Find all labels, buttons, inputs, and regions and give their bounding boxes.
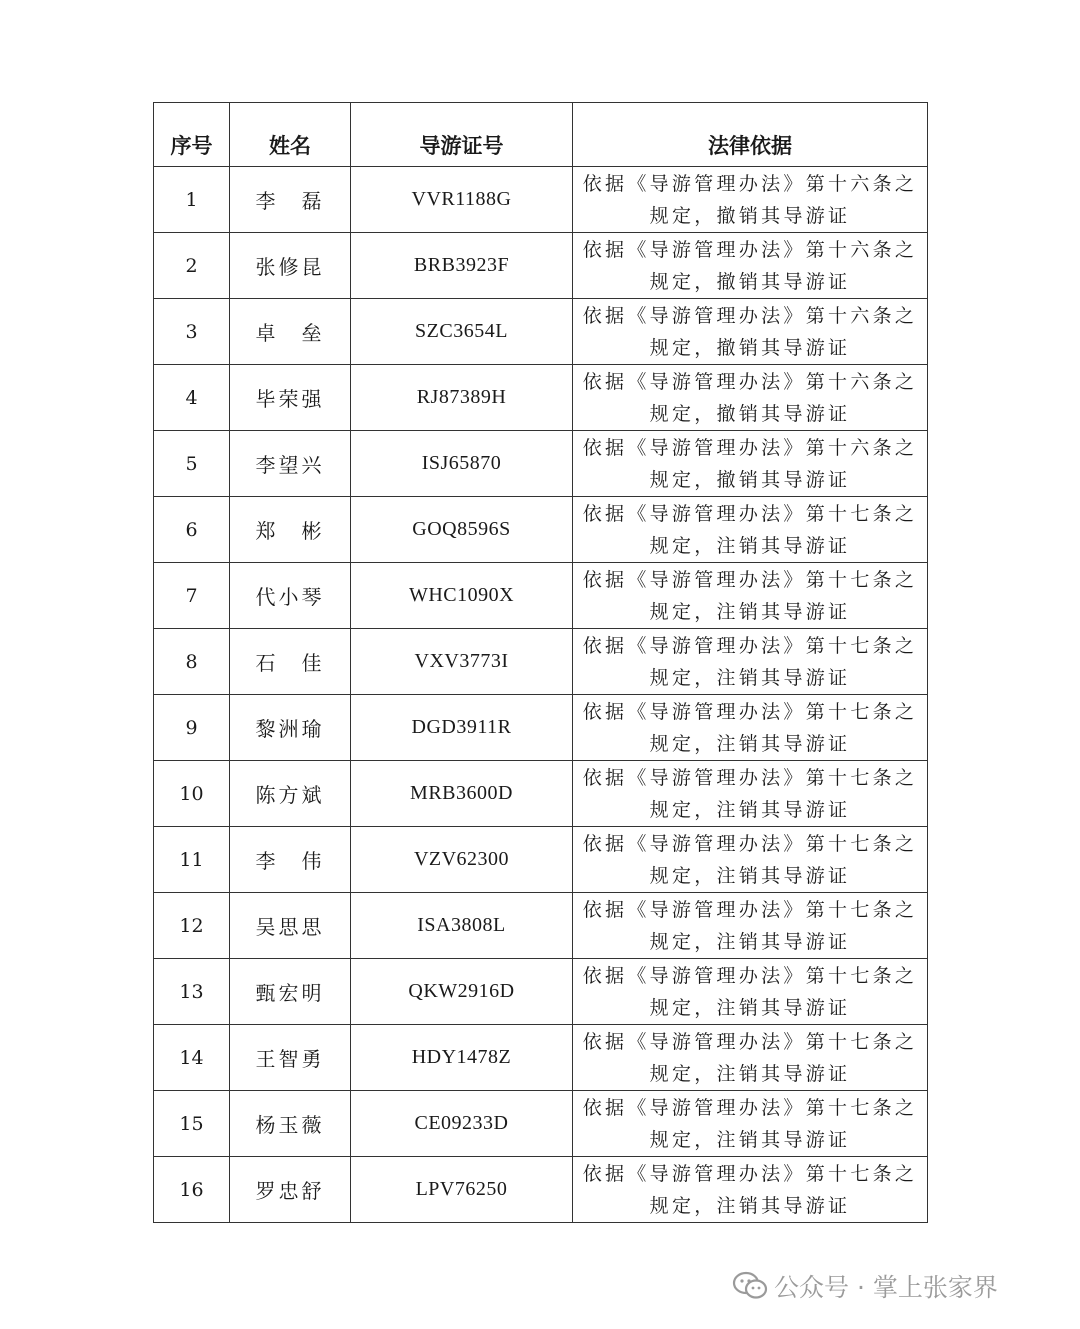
cell-license: WHC1090X	[351, 563, 573, 629]
cell-basis	[573, 893, 928, 959]
table-row	[154, 1025, 928, 1091]
cell-basis	[573, 959, 928, 1025]
cell-no: 8	[154, 629, 230, 695]
cell-name: 石 佳	[230, 629, 351, 695]
cell-license: RJ87389H	[351, 365, 573, 431]
cell-basis	[573, 497, 928, 563]
cell-name: 甄宏明	[230, 959, 351, 1025]
cell-basis	[573, 431, 928, 497]
cell-no: 9	[154, 695, 230, 761]
basis-line-1: 依据《导游管理办法》第十七条之	[582, 832, 918, 855]
basis-line-2: 规定，撤销其导游证	[649, 402, 851, 425]
cell-license: VZV62300	[351, 827, 573, 893]
cell-basis	[573, 365, 928, 431]
basis-line-2: 规定，注销其导游证	[649, 996, 851, 1019]
basis-line-2: 规定，撤销其导游证	[649, 336, 851, 359]
table-row	[154, 299, 928, 365]
table-body	[154, 167, 928, 1223]
cell-license: MRB3600D	[351, 761, 573, 827]
cell-license: VVR1188G	[351, 167, 573, 233]
table-row	[154, 893, 928, 959]
basis-line-1: 依据《导游管理办法》第十七条之	[582, 766, 918, 789]
cell-basis	[573, 233, 928, 299]
cell-basis	[573, 695, 928, 761]
cell-basis	[573, 167, 928, 233]
table-row	[154, 695, 928, 761]
basis-line-2: 规定，注销其导游证	[649, 930, 851, 953]
cell-no: 14	[154, 1025, 230, 1091]
basis-line-1: 依据《导游管理办法》第十六条之	[582, 172, 918, 195]
cell-basis	[573, 299, 928, 365]
cell-name: 卓 垒	[230, 299, 351, 365]
header-license: 导游证号	[351, 103, 573, 167]
cell-name: 代小琴	[230, 563, 351, 629]
cell-name: 李望兴	[230, 431, 351, 497]
cell-no: 4	[154, 365, 230, 431]
cell-name: 张修昆	[230, 233, 351, 299]
cell-name: 罗忠舒	[230, 1157, 351, 1223]
basis-line-1: 依据《导游管理办法》第十六条之	[582, 370, 918, 393]
table-row	[154, 167, 928, 233]
cell-no: 2	[154, 233, 230, 299]
cell-license: DGD3911R	[351, 695, 573, 761]
cell-no: 6	[154, 497, 230, 563]
cell-name: 李 磊	[230, 167, 351, 233]
header-row	[154, 103, 928, 167]
basis-line-2: 规定，注销其导游证	[649, 666, 851, 689]
table-row	[154, 365, 928, 431]
watermark	[732, 1264, 998, 1308]
table-row	[154, 959, 928, 1025]
basis-line-2: 规定，注销其导游证	[649, 732, 851, 755]
cell-license: ISA3808L	[351, 893, 573, 959]
table-row	[154, 497, 928, 563]
table-row	[154, 233, 928, 299]
cell-name: 毕荣强	[230, 365, 351, 431]
header-name: 姓名	[230, 103, 351, 167]
header-basis: 法律依据	[573, 103, 928, 167]
cell-no: 5	[154, 431, 230, 497]
cell-basis	[573, 761, 928, 827]
cell-name: 黎洲瑜	[230, 695, 351, 761]
header-no: 序号	[154, 103, 230, 167]
cell-basis	[573, 827, 928, 893]
cell-license: CE09233D	[351, 1091, 573, 1157]
guide-license-table	[153, 102, 928, 1223]
wechat-icon	[732, 1271, 768, 1301]
basis-line-2: 规定，注销其导游证	[649, 1128, 851, 1151]
basis-line-2: 规定，撤销其导游证	[649, 468, 851, 491]
cell-no: 12	[154, 893, 230, 959]
cell-license: LPV76250	[351, 1157, 573, 1223]
basis-line-2: 规定，注销其导游证	[649, 600, 851, 623]
cell-no: 15	[154, 1091, 230, 1157]
cell-name: 李 伟	[230, 827, 351, 893]
cell-name: 王智勇	[230, 1025, 351, 1091]
basis-line-2: 规定，注销其导游证	[649, 1062, 851, 1085]
cell-basis	[573, 629, 928, 695]
cell-license: GOQ8596S	[351, 497, 573, 563]
watermark-text: 公众号 · 掌上张家界	[774, 1273, 998, 1302]
basis-line-1: 依据《导游管理办法》第十七条之	[582, 700, 918, 723]
table-row	[154, 1091, 928, 1157]
cell-no: 16	[154, 1157, 230, 1223]
basis-line-2: 规定，撤销其导游证	[649, 204, 851, 227]
table-row	[154, 431, 928, 497]
basis-line-1: 依据《导游管理办法》第十七条之	[582, 568, 918, 591]
basis-line-1: 依据《导游管理办法》第十七条之	[582, 1030, 918, 1053]
cell-name: 杨玉薇	[230, 1091, 351, 1157]
cell-license: ISJ65870	[351, 431, 573, 497]
cell-no: 1	[154, 167, 230, 233]
cell-no: 7	[154, 563, 230, 629]
cell-name: 郑 彬	[230, 497, 351, 563]
basis-line-1: 依据《导游管理办法》第十七条之	[582, 634, 918, 657]
table-row	[154, 563, 928, 629]
table-row	[154, 827, 928, 893]
cell-name: 陈方斌	[230, 761, 351, 827]
basis-line-1: 依据《导游管理办法》第十七条之	[582, 502, 918, 525]
basis-line-1: 依据《导游管理办法》第十六条之	[582, 436, 918, 459]
basis-line-1: 依据《导游管理办法》第十六条之	[582, 238, 918, 261]
cell-name: 吴思思	[230, 893, 351, 959]
basis-line-1: 依据《导游管理办法》第十七条之	[582, 964, 918, 987]
basis-line-2: 规定，注销其导游证	[649, 534, 851, 557]
basis-line-2: 规定，注销其导游证	[649, 864, 851, 887]
cell-license: SZC3654L	[351, 299, 573, 365]
cell-no: 11	[154, 827, 230, 893]
basis-line-1: 依据《导游管理办法》第十七条之	[582, 898, 918, 921]
cell-license: QKW2916D	[351, 959, 573, 1025]
cell-license: HDY1478Z	[351, 1025, 573, 1091]
cell-no: 13	[154, 959, 230, 1025]
basis-line-2: 规定，撤销其导游证	[649, 270, 851, 293]
basis-line-2: 规定，注销其导游证	[649, 798, 851, 821]
cell-basis	[573, 1157, 928, 1223]
cell-license: VXV3773I	[351, 629, 573, 695]
basis-line-1: 依据《导游管理办法》第十七条之	[582, 1096, 918, 1119]
table-header	[154, 103, 928, 167]
cell-license: BRB3923F	[351, 233, 573, 299]
cell-no: 3	[154, 299, 230, 365]
table-row	[154, 629, 928, 695]
cell-basis	[573, 1091, 928, 1157]
basis-line-1: 依据《导游管理办法》第十七条之	[582, 1162, 918, 1185]
cell-no: 10	[154, 761, 230, 827]
cell-basis	[573, 563, 928, 629]
cell-basis	[573, 1025, 928, 1091]
basis-line-2: 规定，注销其导游证	[649, 1194, 851, 1217]
basis-line-1: 依据《导游管理办法》第十六条之	[582, 304, 918, 327]
table-row	[154, 1157, 928, 1223]
table-row	[154, 761, 928, 827]
